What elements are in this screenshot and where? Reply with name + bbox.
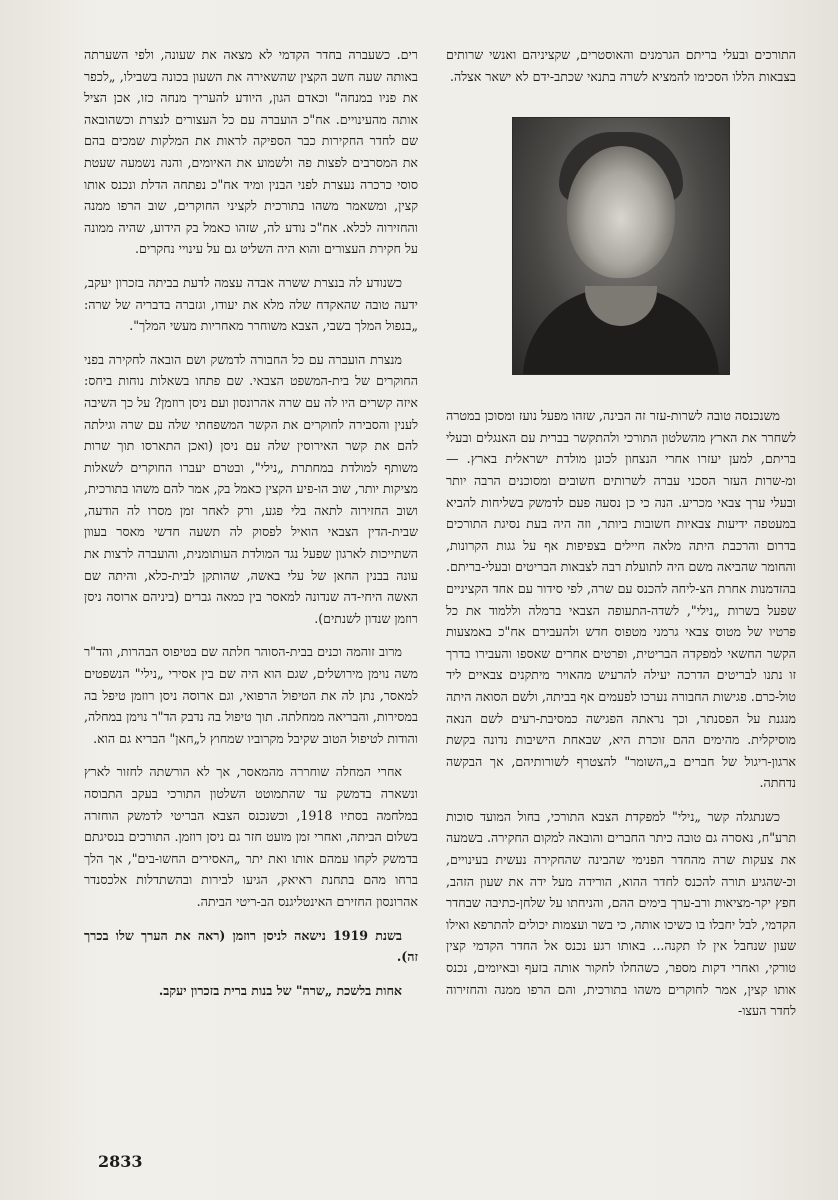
left-paragraph-5: אחרי המחלה שוחררה מהמאסר, אך לא הורשתה לחזור לארץ ונשארה בדמשק עד שהתמוטט השלטון התורכי בעקב התבוסה במלחמה בסתיו 1918, וכשנכנס הצבא הבריטי לדמשק הוחזרה בשלום הביתה, ואחרי זמן מועט חזר גם ניסן רוזמן. התורכים בנסיגתם בדמשק לקחו עמהם אותו ואת יתר „האסירים החשו-בים", אך הלך ברחו מהם בתחנת ראיאק, הגיעו לבירות ובהשתדלות אלכסנדר אהרונסון החזירם האינטליגנס הב-ריטי הביתה. — [84, 764, 418, 909]
page-number: 2833 — [98, 1152, 143, 1171]
right-paragraph-2: כשנתגלה קשר „נילי" למפקדת הצבא התורכי, בחול המועד סוכות תרע"ח, נאסרה גם טובה כיתר החברים והובאה למקום החקירה. בשמעה את צעקות שרה מהחדר הפנימי שהבינה שהחקירה נעשית בעינויים, וכ-שהגיע תורה להכנס לחדר ההוא, הורידה מעל ידה את שעון הזהב, חפץ יקר-מציאות ורב-ערך בימים ההם, והניחתו על שלחן-כתיבה שבחדר הקדמי, לבל יחבלו בו כשיכו אותה, כי בשר ועצמות יכולים להתרפא ואילו שעון שנחבל אין לו תקנה... באותו רגע נכנס אל החדר הקדמי קצין טורקי, ואחרי דקות מספר, כשהחלו לחקור אותה בזעף ובאיומים, נכנס אותו קצין, אמר לחוקרים משהו בתורכית, והם הרפו ממנה והחזירוה לחדר העצו- — [446, 808, 796, 1019]
portrait-photo — [512, 117, 730, 375]
left-paragraph-7: אחות בלשכת „שרה" של בנות ברית בזכרון יעקב. — [158, 982, 402, 998]
left-paragraph-3: מנצרת הועברה עם כל החבורה לדמשק ושם הובאה לחקירה בפני החוקרים של בית-המשפט הצבאי. שם פתחו בשאלות נוחות ביחס: איזה קשרים היו לה עם שרה אהרונסון ועם ניסן רוזמן? על כך השיבה לענין והסבירה לחוקרים את הקשר המשפחתי שלה עם שרה וגילתה להם את קשר האירוסין שלה עם ניסן (ואכן התארסו תוך שרות משותף למולדת במחתרת „נילי", ובטרם יעברו החוקרים לשאלות מציקות יותר, שוב הו-פיע הקצין כאמל בק, אמר להם משהו בתורכית, ושוב החזירוה לתאה בלי פגע, ורק לאחר זמן מסרו לה הודעה, שבית-הדין הצבאי הואיל לפסוק לה תשעה חדשי מאסר בעוון השתייכות לארגון שפעל נגד המולדת העותומנית, והועברה לרצות את עונה בבנין החאן של עלי באשה, שהותקן לבית-כלא, והיתה שם האשה היחי-דה שנדונה למאסר בין כמאה גברים (ביניהם ארוסה ניסן רוזמן שנדון לשנתים). — [84, 351, 418, 626]
right-paragraph-1: משנכנסה טובה לשרות-עזר זה הבינה, שזהו מפעל נועז ומסוכן במטרה לשחרר את הארץ מהשלטון התורכי ולהתקשר בברית עם האנגלים ובעלי בריתם, למען יעזרו אחרי הנצחון לכונן מולדת ישראלית בארץ. — ומ-שרות העזר הסכני עברה לשרותים חשובים ומסוכנים הרבה יותר ובעלי ערך צבאי מכריע. הנה כי כן נסעה פעם לדמשק בשליחות להביא במעטפה ידיעות צבאיות חשובות ביותר, וזה היה בעת נסיגת התורכים בדרום והרכבת היתה מלאה חיילים בצפיפות אף על גגות הקרונות, והחומר שהביאה משם היה לתועלת רבה לצבאות הבריטים ובעלי-בריתם. בהזדמנות אחרת הצ-ליחה להכנס עם שרה, לפי סידור עם אחד הקציניים שפעל בשרות „נילי", לשדה-התעופה הצבאי ברמלה וללמוד את כל פרטיו של מטוס צבאי גרמני מטפוס חדש ולהעבירם אח"כ באמצעות הקשר החשאי למפקדה הבריטית, ופרטים אחרים שאספו והעבירו בדרך זו נתנו לבריטים הדרכה יעילה להרעיש מהאויר מיתקנים צבאיים ליד טול-כרם. פגישות החבורה נערכו לפעמים אף בביתה, ולשם הסואה היתה מנגנת על הפסנתר, וכך נראתה הפגישה כמסיבת-רעים לשם הנאה מוסיקלית. מהימים ההם זוכרת היא, שבאחת הישיבות נדונה בקשת ארגון-ריגול של חברים ב„השומר" להצטרף לשורותיהם, אך הבקשה נדחתה. — [446, 408, 796, 791]
left-paragraph-4: מרוב זוהמה וכנים בבית-הסוהר חלתה שם בטיפוס הבהרות, והד"ר משה נוימן מירושלים, שגם הוא היה שם בין אסירי „נילי" הנשפטים למאסר, נתן לה את הטיפול הרפואי, וגם ארוסה ניסן רוזמן טיפל בה במסירות, והבריאה ממחלתה. תוך טיפול בה נדבק הד"ר נוימן במחלה, והודות לטיפול הטוב שקיבל מקרוביו שמחוץ ל„חאן" הבריא גם הוא. — [84, 644, 418, 746]
left-paragraph-6: בשנת 1919 נישאה לניסן רוזמן (ראה את הערך שלו בכרך זה). — [84, 927, 418, 965]
left-paragraph-1: רים. כשעברה בחדר הקדמי לא מצאה את שעונה, ולפי השערתה באותה שעה חשב הקצין שהשאירה את השעון בכונה בשבילו, „לכפר את פניו במנחה" וכאדם הגון, היודע להעריך מנחה כזו, אכן הציל אותה מהעינויים. אח"כ הועברה עם כל העצורים לנצרת וכשהובאה שם לחדר החקירות כבר הספיקה לראות את המלקות שמכים בהם את המסרבים לפצות פה ולשמוע את האיומים, והנה נשמעה שעטת סוסי כרכרה נעצרת לפני הבנין ומיד אח"כ נפתחה הדלת ונכנס אותו קצין, ומשאמר משהו בתורכית לקציני החוקרים, שוב הרפו ממנה והחזירוה לכלא. אח"כ נודע לה, שזהו כאמל בק הידוע, שהיה ממונה על חקירת העצורים והוא היה השליט גם על עינויי נחקרים. — [84, 47, 418, 257]
right-intro-paragraph: התורכים ובעלי בריתם הגרמנים והאוסטרים, שקציניהם ואנשי שרותים בצבאות הללו הסכימו להמציא לשרה בתנאי שכתב-ידם לא ישאר אצלה. — [446, 47, 796, 84]
right-column — [446, 44, 796, 1034]
portrait-face — [567, 146, 675, 278]
left-column — [84, 44, 418, 1013]
left-paragraph-2: כשנודע לה בנצרת ששרה אבדה עצמה לדעת בביתה בזכרון יעקב, ידעה טובה שהאקדח שלה מלא את יעודו, וגזברה בדבריה של שרה: „בנפול המלך בשבי, הצבא משוחרר מאחריות מעשי המלך". — [84, 274, 418, 334]
